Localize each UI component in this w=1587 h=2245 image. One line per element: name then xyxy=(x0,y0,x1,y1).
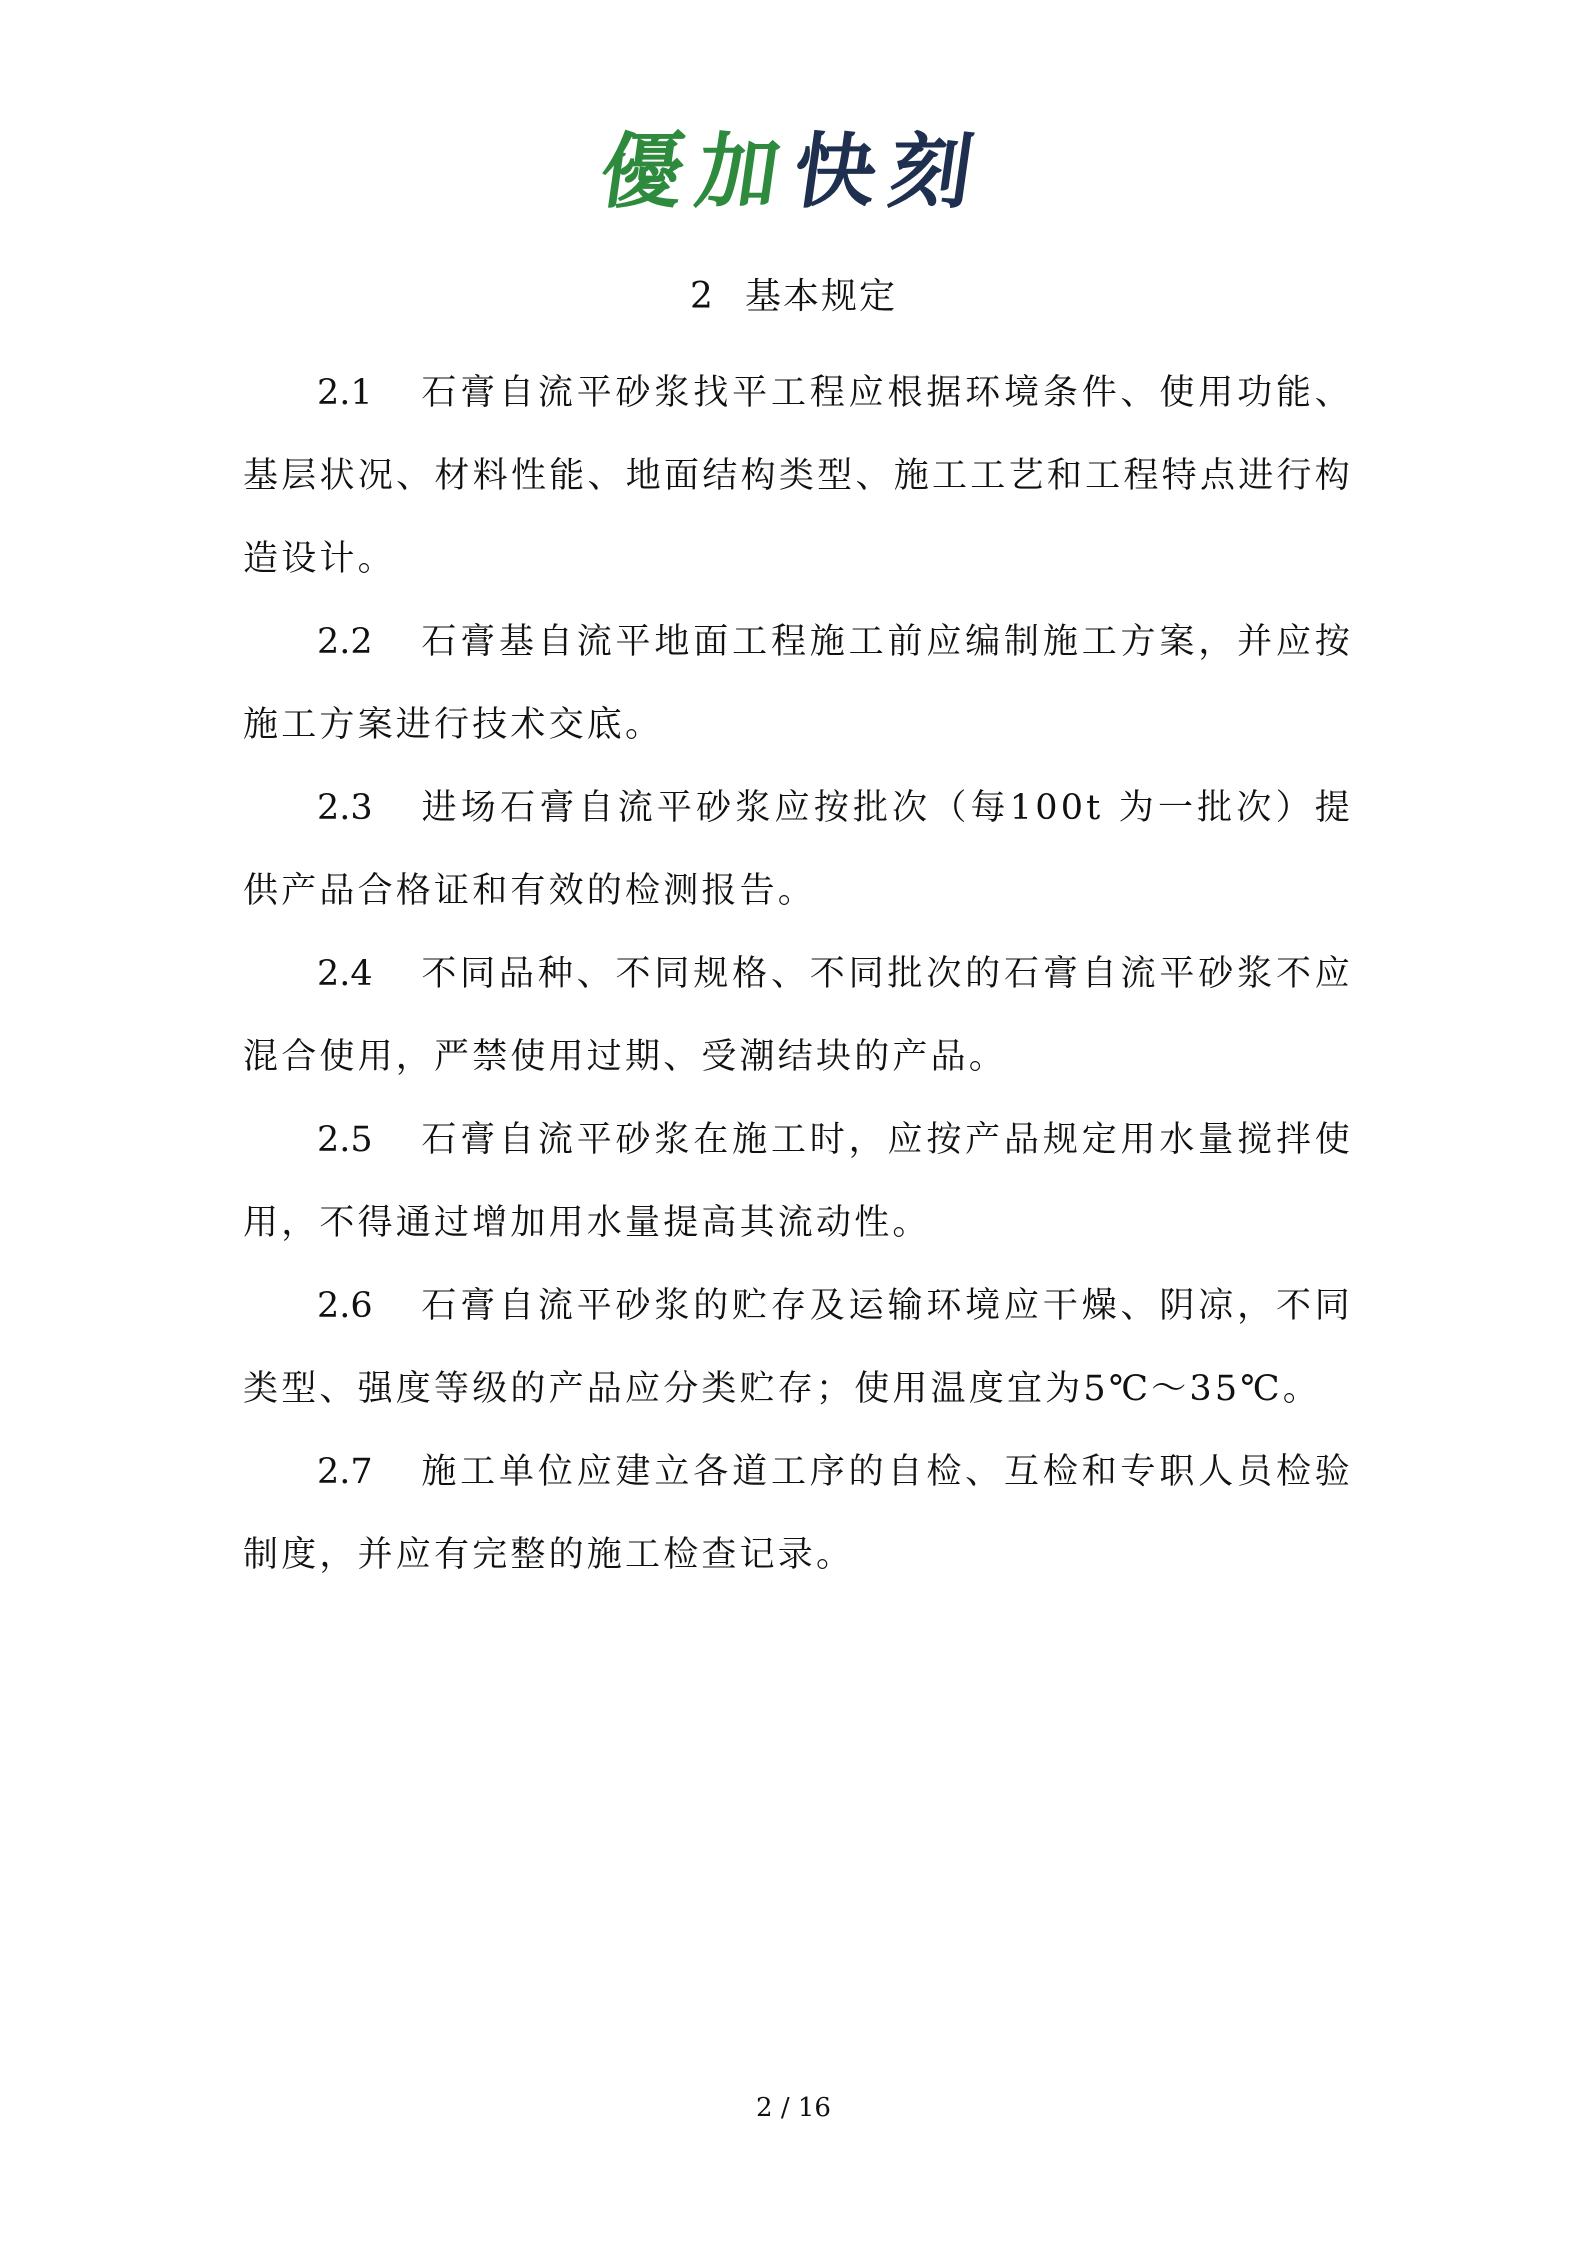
logo-char: 加 xyxy=(690,125,801,220)
clause-text: 石膏基自流平地面工程施工前应编制施工方案，并应按施工方案进行技术交底。 xyxy=(243,622,1353,745)
clause-number: 2.1 xyxy=(317,373,373,413)
clause-number: 2.7 xyxy=(317,1452,373,1492)
clause-paragraph xyxy=(243,933,1353,1099)
clause-paragraph xyxy=(243,1099,1353,1265)
logo-char: 刻 xyxy=(882,125,993,220)
clause-number: 2.3 xyxy=(317,788,373,828)
clause-number: 2.6 xyxy=(317,1286,373,1326)
clause-paragraph xyxy=(243,767,1353,933)
clause-text: 石膏自流平砂浆找平工程应根据环境条件、使用功能、基层状况、材料性能、地面结构类型、施工工艺和工程特点进行构造设计。 xyxy=(243,373,1353,579)
clause-text: 石膏自流平砂浆在施工时，应按产品规定用水量搅拌使用，不得通过增加用水量提高其流动性。 xyxy=(243,1120,1353,1243)
section-body xyxy=(243,352,1353,1597)
clause-number: 2.5 xyxy=(317,1120,373,1160)
clause-paragraph xyxy=(243,1431,1353,1597)
clause-number: 2.2 xyxy=(317,622,373,662)
clause-number: 2.4 xyxy=(317,954,373,994)
clause-paragraph xyxy=(243,1265,1353,1431)
brand-logo xyxy=(0,118,1587,228)
clause-text: 石膏自流平砂浆的贮存及运输环境应干燥、阴凉，不同类型、强度等级的产品应分类贮存；使用温度宜为5℃～35℃。 xyxy=(243,1286,1353,1409)
page-number: 2 / 16 xyxy=(756,2093,831,2123)
logo-char: 快 xyxy=(786,125,897,220)
section-number: 2 xyxy=(690,276,715,317)
clause-text: 进场石膏自流平砂浆应按批次（每100t 为一批次）提供产品合格证和有效的检测报告。 xyxy=(243,788,1353,911)
clause-text: 不同品种、不同规格、不同批次的石膏自流平砂浆不应混合使用，严禁使用过期、受潮结块的产品。 xyxy=(243,954,1353,1077)
clause-paragraph xyxy=(243,352,1353,601)
clause-text: 施工单位应建立各道工序的自检、互检和专职人员检验制度，并应有完整的施工检查记录。 xyxy=(243,1452,1353,1575)
section-title-text: 基本规定 xyxy=(744,276,897,317)
section-heading xyxy=(0,272,1587,322)
clause-paragraph xyxy=(243,601,1353,767)
logo-char: 優 xyxy=(594,125,705,220)
